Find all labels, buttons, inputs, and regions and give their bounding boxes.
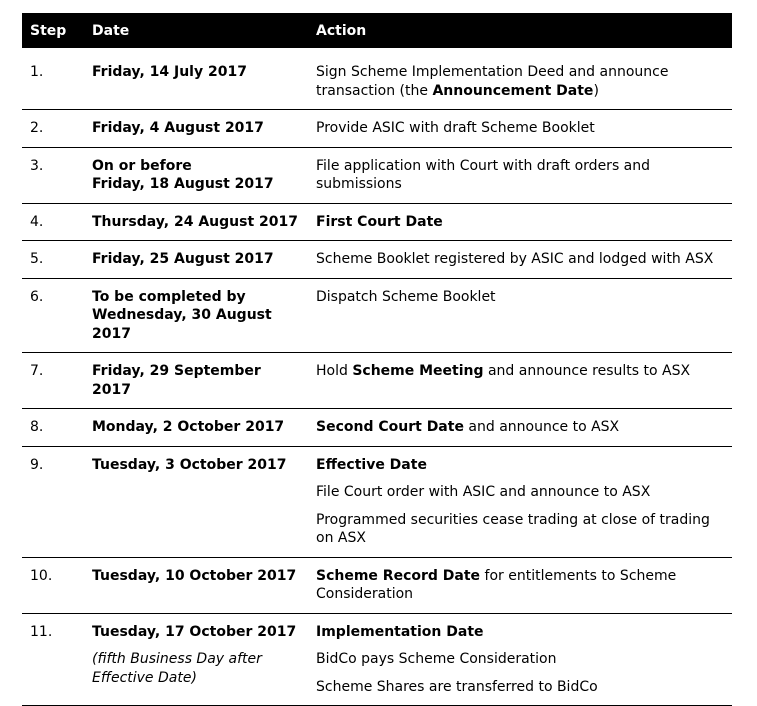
header-step: Step [22,13,84,48]
step-date [84,278,308,353]
action-paragraph [316,567,724,604]
step-date [84,409,308,447]
action-paragraph [316,483,724,502]
action-paragraph [316,119,724,138]
step-action [308,110,732,148]
table-row [22,557,732,613]
table-row [22,353,732,409]
step-action [308,446,732,557]
date-line: Thursday, 24 August 2017 [92,213,299,230]
action-paragraph [316,63,724,100]
step-number: 4. [22,203,84,241]
table-row [22,613,732,706]
table-row [22,147,732,203]
step-number: 5. [22,241,84,279]
date-line: Friday, 4 August 2017 [92,120,264,136]
step-number: 8. [22,409,84,447]
step-action [308,48,732,110]
step-action [308,241,732,279]
table-row [22,446,732,557]
step-number: 10. [22,557,84,613]
action-text: Programmed securities cease trading at close of trading on ASX [316,511,710,546]
step-date [84,446,308,557]
action-paragraph [316,157,724,194]
action-text: and announce to ASX [463,419,620,435]
date-line: On or before [92,157,192,174]
action-text: Scheme Booklet registered by ASIC and lodged with ASX [316,251,714,267]
action-defined-term: Announcement Date [432,82,594,99]
date-line: Monday, 2 October 2017 [92,419,285,435]
table-header [22,13,732,48]
action-defined-term: Effective Date [316,456,427,473]
table-row [22,203,732,241]
date-line: Friday, 25 August 2017 [92,251,274,267]
date-line: To be completed by Wednesday, 30 August 2017 [92,288,272,342]
step-date [84,557,308,613]
table-body [22,48,732,706]
step-date [84,241,308,279]
table-row [22,48,732,110]
action-text: and announce results to ASX [483,363,691,379]
step-number: 2. [22,110,84,148]
step-date [84,48,308,110]
step-number: 9. [22,446,84,557]
action-text: ) [593,82,599,99]
step-action [308,203,732,241]
step-number: 1. [22,48,84,110]
action-paragraph [316,623,724,642]
step-action [308,353,732,409]
action-text: File application with Court with draft orders and submissions [316,157,651,192]
date-line: Friday, 18 August 2017 [92,176,274,192]
action-paragraph [316,362,724,381]
action-defined-term: Scheme Meeting [352,363,484,379]
action-text: File Court order with ASIC and announce to ASX [316,484,651,500]
date-note: (fifth Business Day after Effective Date) [92,651,262,686]
action-defined-term: First Court Date [316,213,443,230]
step-action [308,409,732,447]
action-text: Scheme Shares are transferred to BidCo [316,678,598,695]
header-date: Date [84,13,308,48]
action-defined-term: Scheme Record Date [316,567,481,584]
action-text: BidCo pays Scheme Consideration [316,651,557,667]
action-defined-term: Second Court Date [316,419,464,435]
table-row [22,278,732,353]
action-paragraph [316,456,724,475]
step-action [308,613,732,706]
action-text: Hold [316,363,353,379]
header-row [22,13,732,48]
date-line: Tuesday, 10 October 2017 [92,567,297,584]
date-line: Friday, 29 September 2017 [92,363,261,398]
action-text: for entitlements to Scheme Consideration [316,567,677,602]
step-number: 11. [22,613,84,706]
action-paragraph [316,250,724,269]
action-paragraph [316,213,724,232]
table-row [22,409,732,447]
header-action: Action [308,13,732,48]
action-paragraph [316,678,724,697]
date-line: Tuesday, 17 October 2017 [92,623,297,640]
step-date [84,613,308,706]
date-line: Friday, 14 July 2017 [92,64,247,80]
step-action [308,557,732,613]
action-paragraph [316,288,724,307]
step-date [84,110,308,148]
action-paragraph [316,418,724,437]
action-text: Provide ASIC with draft Scheme Booklet [316,120,595,136]
step-number: 7. [22,353,84,409]
step-date [84,203,308,241]
table-row [22,110,732,148]
action-defined-term: Implementation Date [316,623,484,640]
step-date [84,147,308,203]
step-number: 3. [22,147,84,203]
date-line: Tuesday, 3 October 2017 [92,456,287,473]
table-row [22,241,732,279]
step-action [308,278,732,353]
action-text: Dispatch Scheme Booklet [316,288,496,305]
timetable-table [22,13,732,706]
action-paragraph [316,511,724,548]
action-text: Sign Scheme Implementation Deed and announce transaction (the [316,64,669,99]
step-action [308,147,732,203]
step-date [84,353,308,409]
step-number: 6. [22,278,84,353]
timetable [22,13,732,706]
action-paragraph [316,650,724,669]
